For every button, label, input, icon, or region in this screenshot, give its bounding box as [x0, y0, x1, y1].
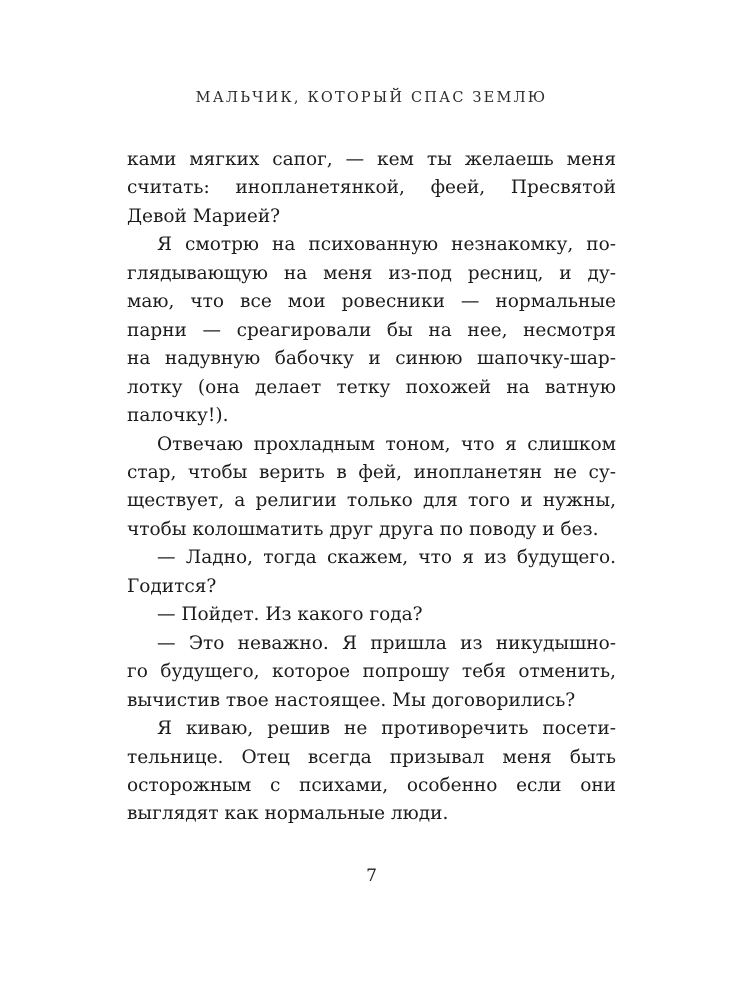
text-line: чтобы колошматить друг друга по поводу и без. [127, 518, 599, 540]
paragraph [127, 146, 616, 231]
paragraph [127, 431, 616, 545]
paragraph [127, 630, 616, 715]
text-line: Отвечаю прохладным тоном, что я слишком [157, 433, 616, 455]
text-line: лотку (она делает тетку похожей на ватную [127, 376, 616, 398]
page-number: 7 [366, 866, 377, 886]
text-line: — Это неважно. Я пришла из никудышно- [157, 632, 616, 654]
paragraph [127, 544, 616, 601]
text-line: ществует, а религии только для того и нужны, [127, 490, 616, 512]
text-line: выглядят как нормальные люди. [127, 803, 449, 825]
paragraph [127, 601, 616, 629]
paragraph [127, 715, 616, 829]
text-line: го будущего, которое попрошу тебя отменить, [127, 661, 616, 683]
text-line: палочку!). [127, 405, 229, 427]
text-line: Годится? [127, 575, 217, 597]
text-line: на надувную бабочку и синюю шапочку-шар- [127, 348, 616, 370]
text-line: — Пойдет. Из какого года? [157, 604, 423, 626]
text-line: стар, чтобы верить в фей, инопланетян не су- [127, 461, 616, 483]
text-line: Я смотрю на психованную незнакомку, по- [157, 234, 616, 256]
text-line: Девой Марией? [127, 205, 281, 227]
text-line: парни — среагировали бы на нее, несмотря [127, 319, 616, 341]
text-line: — Ладно, тогда скажем, что я из будущего. [157, 547, 616, 569]
text-line: маю, что все мои ровесники — нормальные [127, 291, 616, 313]
text-line: ками мягких сапог, — кем ты желаешь меня [127, 149, 616, 170]
text-line: глядывающую на меня из-под ресниц, и ду- [127, 262, 616, 284]
paragraph [127, 231, 616, 430]
text-line: Я киваю, решив не противоречить посети- [157, 718, 616, 740]
text-line: вычистив твое настоящее. Мы договорились? [127, 689, 576, 711]
text-line: считать: инопланетянкой, феей, Пресвятой [127, 177, 616, 199]
text-line: осторожным с психами, особенно если они [127, 774, 616, 796]
text-line: тельнице. Отец всегда призывал меня быть [127, 746, 616, 768]
running-title: МАЛЬЧИК, КОТОРЫЙ СПАС ЗЕМЛЮ [195, 90, 548, 106]
text-block [127, 146, 616, 829]
